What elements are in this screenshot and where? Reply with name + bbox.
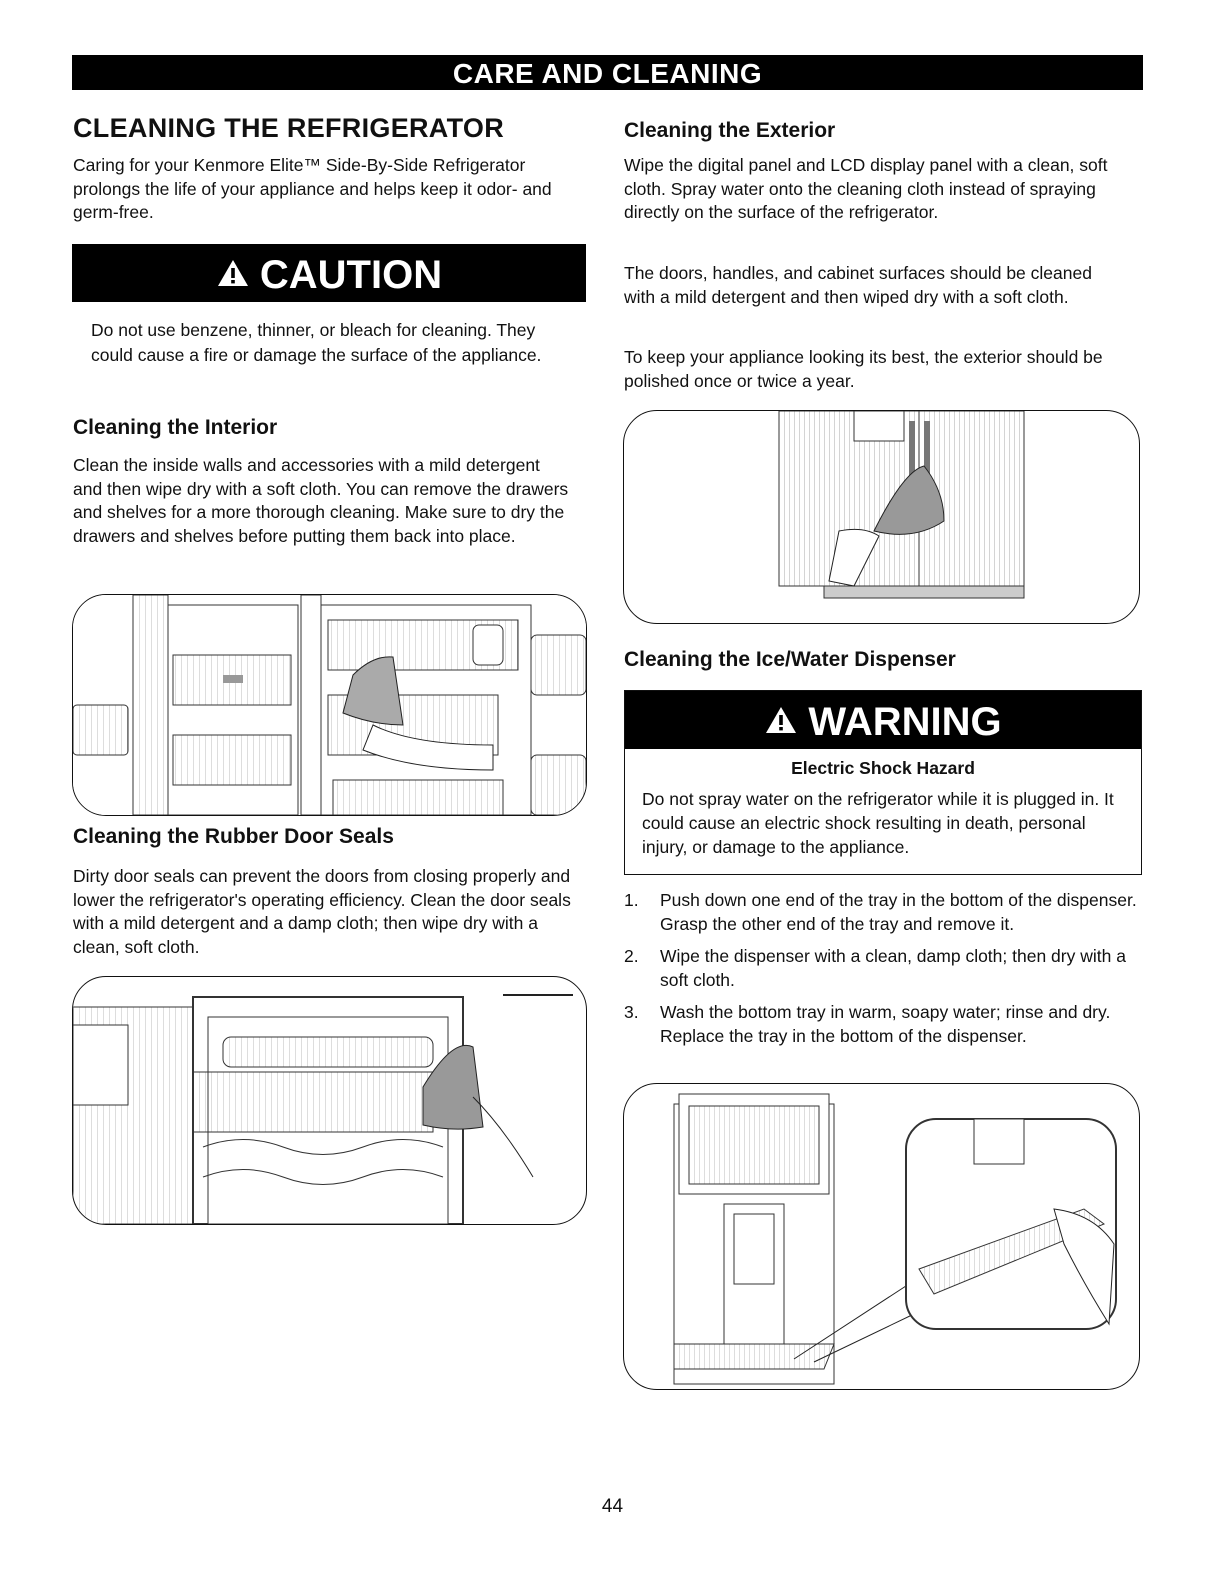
seals-illustration <box>72 976 587 1225</box>
seals-heading: Cleaning the Rubber Door Seals <box>73 825 394 848</box>
exterior-paragraph-1: Wipe the digital panel and LCD display panel with a clean, soft cloth. Spray water onto the cleaning cloth instead of spraying directly on the surface of the refrigerator. <box>624 155 1108 222</box>
dispenser-steps <box>624 889 1139 1057</box>
warning-triangle-icon <box>764 691 798 753</box>
step-item: 2. Wipe the dispenser with a clean, damp cloth; then dry with a soft cloth. <box>624 946 1126 990</box>
warning-triangle-icon <box>216 244 250 306</box>
interior-heading: Cleaning the Interior <box>73 416 278 439</box>
dispenser-heading: Cleaning the Ice/Water Dispenser <box>624 648 956 671</box>
warning-text: Do not spray water on the refrigerator while it is plugged in. It could cause an electric shock resulting in death, personal injury, or damage to the appliance. <box>642 789 1114 857</box>
page-number: 44 <box>601 1496 624 1517</box>
step-item: 1. Push down one end of the tray in the bottom of the dispenser. Grasp the other end of the tray and remove it. <box>624 890 1137 934</box>
dispenser-illustration <box>623 1083 1140 1390</box>
caution-label: CAUTION <box>259 253 443 297</box>
interior-illustration <box>72 594 587 816</box>
exterior-paragraph-3: To keep your appliance looking its best, the exterior should be polished once or twice a year. <box>624 347 1103 391</box>
warning-box <box>624 690 1142 875</box>
exterior-heading: Cleaning the Exterior <box>624 119 836 142</box>
warning-label: WARNING <box>808 700 1002 744</box>
section-banner: CARE AND CLEANING <box>72 55 1143 90</box>
warning-banner <box>625 691 1141 749</box>
caution-text: Do not use benzene, thinner, or bleach for cleaning. They could cause a fire or damage the surface of the appliance. <box>91 320 542 365</box>
exterior-illustration <box>623 410 1140 624</box>
seals-paragraph: Dirty door seals can prevent the doors from closing properly and lower the refrigerator's operating efficiency. Clean the door seals with a mild detergent and a damp cloth; then wipe dry with a clean, soft cloth. <box>73 866 571 957</box>
step-item: 3. Wash the bottom tray in warm, soapy water; rinse and dry. Replace the tray in the bottom of the dispenser. <box>624 1002 1111 1046</box>
interior-paragraph: Clean the inside walls and accessories with a mild detergent and then wipe dry with a soft cloth. You can remove the drawers and shelves for a more thorough cleaning. Make sure to dry the drawers and shelves before putting them back into place. <box>73 455 569 546</box>
hazard-title: Electric Shock Hazard <box>791 758 975 778</box>
intro-paragraph: Caring for your Kenmore Elite™ Side-By-Side Refrigerator prolongs the life of your appliance and helps keep it odor- and germ-free. <box>73 155 552 222</box>
page-title: CLEANING THE REFRIGERATOR <box>73 113 505 143</box>
exterior-paragraph-2: The doors, handles, and cabinet surfaces should be cleaned with a mild detergent and then wiped dry with a soft cloth. <box>624 263 1092 307</box>
caution-banner <box>72 244 586 302</box>
